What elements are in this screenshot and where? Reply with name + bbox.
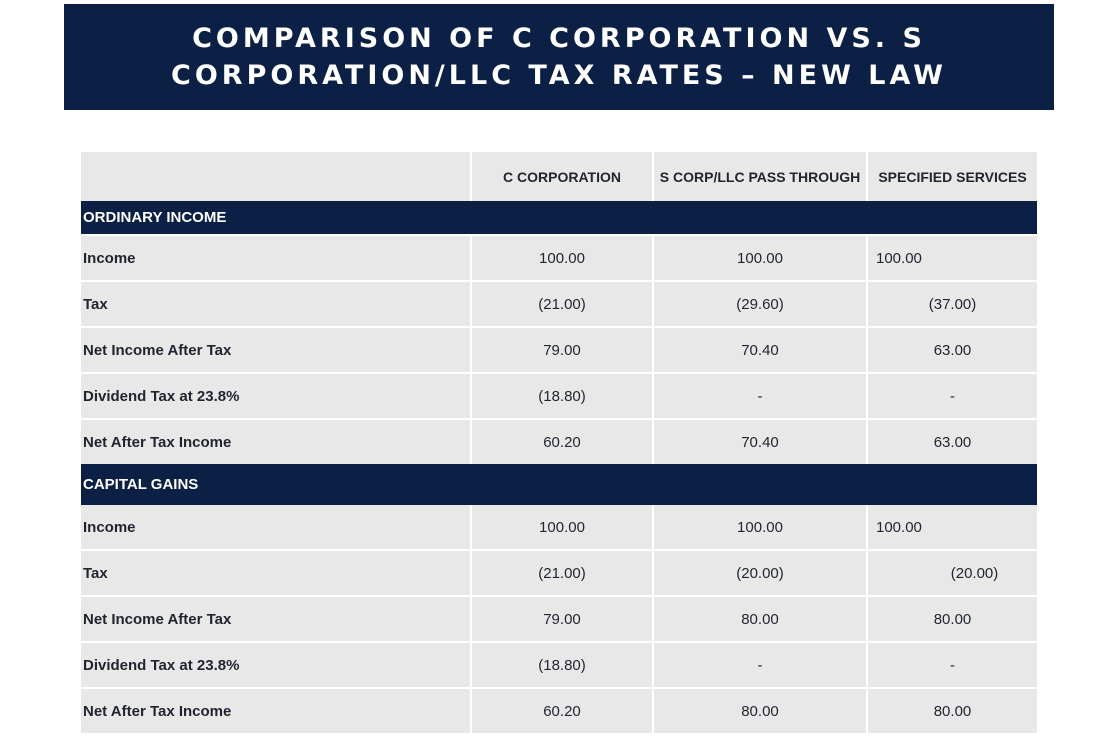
section-label: CAPITAL GAINS: [81, 464, 1037, 505]
cell-c-corporation: 100.00: [471, 235, 653, 281]
cell-c-corporation: 79.00: [471, 327, 653, 373]
cell-s-corp-llc: 100.00: [653, 505, 867, 550]
row-label: Net After Tax Income: [81, 419, 471, 464]
table-row: [81, 419, 1037, 464]
cell-c-corporation: (21.00): [471, 281, 653, 327]
row-label: Tax: [81, 281, 471, 327]
column-header-specified-services: SPECIFIED SERVICES: [867, 152, 1037, 201]
cell-specified-services: 63.00: [867, 419, 1037, 464]
table-row: [81, 596, 1037, 642]
row-label: Tax: [81, 550, 471, 596]
cell-s-corp-llc: -: [653, 373, 867, 419]
cell-specified-services: (37.00): [867, 281, 1037, 327]
cell-specified-services: 80.00: [867, 688, 1037, 733]
cell-s-corp-llc: (29.60): [653, 281, 867, 327]
table-row: [81, 642, 1037, 688]
cell-specified-services: 100.00: [867, 235, 1037, 281]
title-line-2: CORPORATION/LLC TAX RATES – NEW LAW: [171, 60, 947, 91]
cell-s-corp-llc: 80.00: [653, 688, 867, 733]
cell-specified-services: 80.00: [867, 596, 1037, 642]
row-label: Dividend Tax at 23.8%: [81, 373, 471, 419]
table-row: [81, 281, 1037, 327]
column-header-s-corp-llc: S CORP/LLC PASS THROUGH: [653, 152, 867, 201]
cell-c-corporation: 60.20: [471, 419, 653, 464]
table-row: [81, 550, 1037, 596]
table-row: [81, 505, 1037, 550]
cell-specified-services: -: [867, 373, 1037, 419]
table-row: [81, 327, 1037, 373]
table-header-row: [81, 152, 1037, 201]
column-header-label: [81, 152, 471, 201]
table-row: [81, 235, 1037, 281]
row-label: Net After Tax Income: [81, 688, 471, 733]
row-label: Dividend Tax at 23.8%: [81, 642, 471, 688]
table-row: [81, 688, 1037, 733]
column-header-c-corporation: C CORPORATION: [471, 152, 653, 201]
cell-c-corporation: 100.00: [471, 505, 653, 550]
cell-c-corporation: (18.80): [471, 373, 653, 419]
row-label: Income: [81, 235, 471, 281]
cell-specified-services: 63.00: [867, 327, 1037, 373]
cell-s-corp-llc: 70.40: [653, 419, 867, 464]
row-label: Net Income After Tax: [81, 596, 471, 642]
section-row-ordinary-income: [81, 201, 1037, 235]
cell-c-corporation: (18.80): [471, 642, 653, 688]
title-line-1: COMPARISON OF C CORPORATION VS. S: [192, 23, 926, 54]
cell-specified-services: -: [867, 642, 1037, 688]
cell-c-corporation: 79.00: [471, 596, 653, 642]
cell-s-corp-llc: 100.00: [653, 235, 867, 281]
cell-s-corp-llc: -: [653, 642, 867, 688]
row-label: Net Income After Tax: [81, 327, 471, 373]
cell-s-corp-llc: (20.00): [653, 550, 867, 596]
cell-specified-services: 100.00: [867, 505, 1037, 550]
section-label: ORDINARY INCOME: [81, 201, 1037, 235]
cell-c-corporation: 60.20: [471, 688, 653, 733]
row-label: Income: [81, 505, 471, 550]
cell-s-corp-llc: 80.00: [653, 596, 867, 642]
table-row: [81, 373, 1037, 419]
tax-comparison-table: [81, 152, 1037, 733]
cell-specified-services: (20.00): [867, 550, 1037, 596]
title-banner: [64, 4, 1054, 110]
cell-c-corporation: (21.00): [471, 550, 653, 596]
section-row-capital-gains: [81, 464, 1037, 505]
cell-s-corp-llc: 70.40: [653, 327, 867, 373]
